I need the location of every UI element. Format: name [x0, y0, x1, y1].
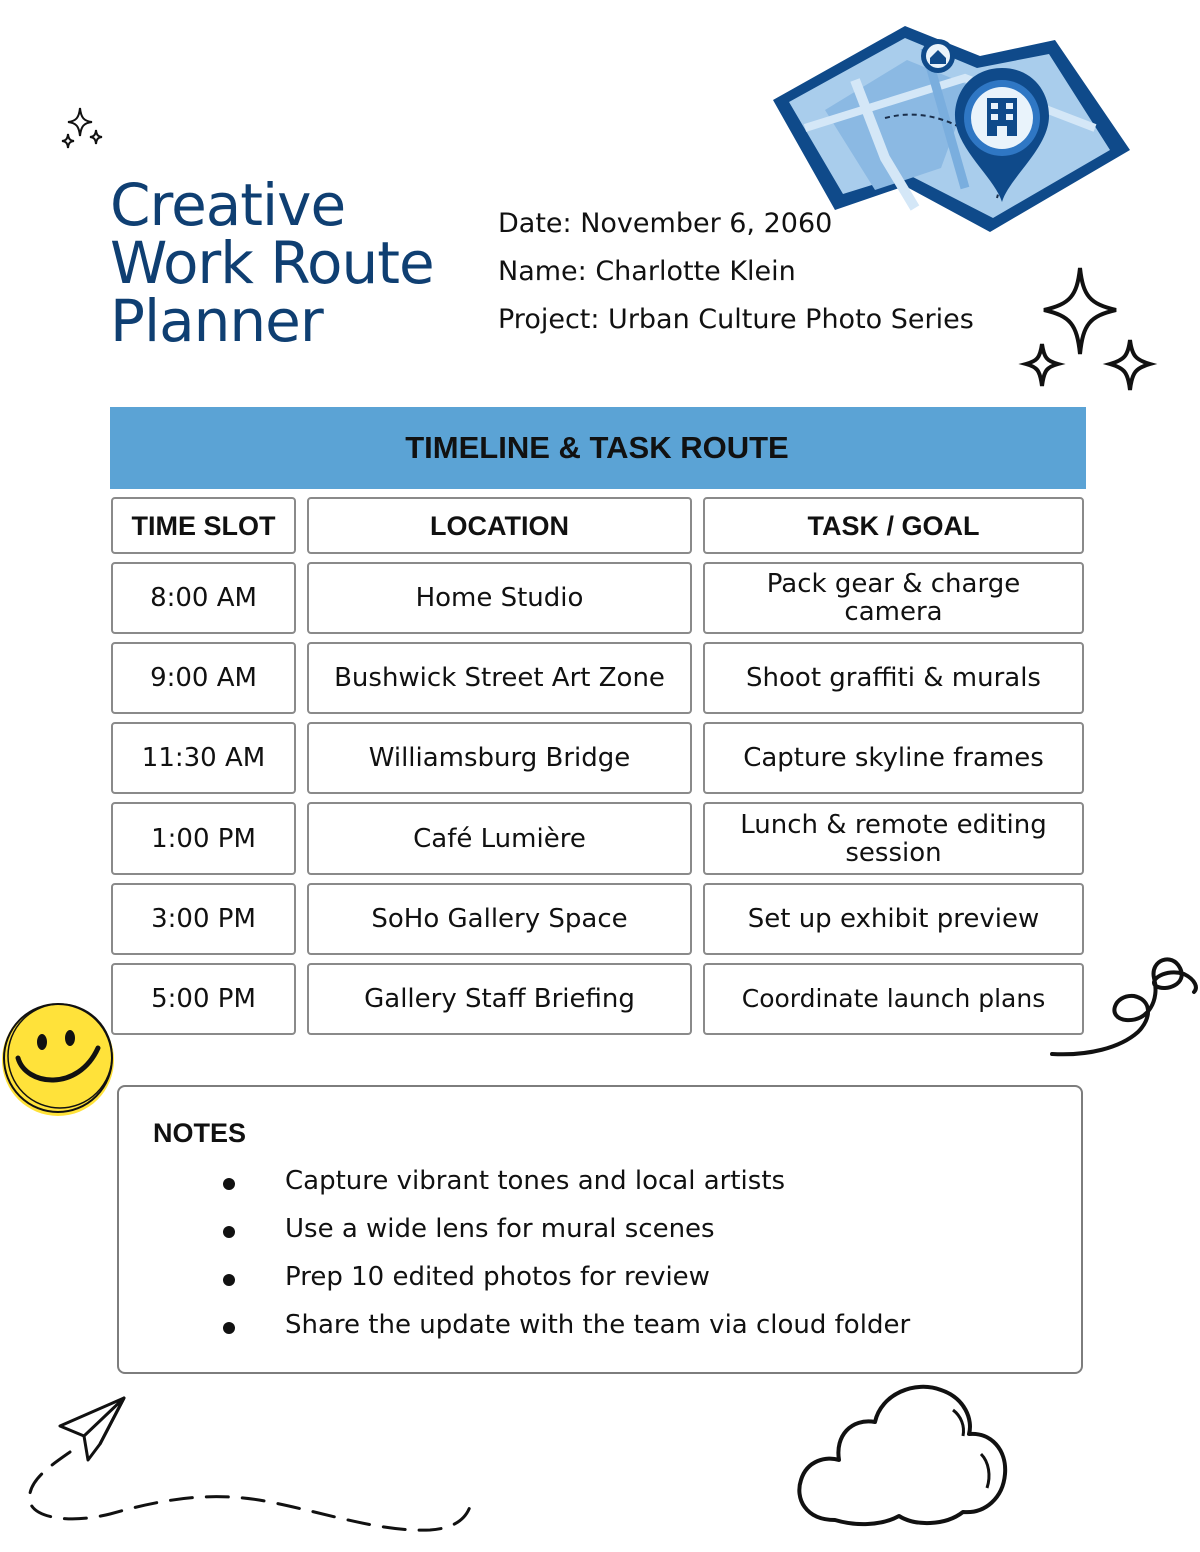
row-3-task: Capture skyline frames	[703, 722, 1084, 794]
row-2-task: Shoot graffiti & murals	[703, 642, 1084, 714]
column-header-task: TASK / GOAL	[703, 497, 1084, 554]
row-1-location: Home Studio	[307, 562, 692, 634]
notes-title: NOTES	[153, 1118, 247, 1148]
row-5-time: 3:00 PM	[111, 883, 296, 955]
row-6-time: 5:00 PM	[111, 963, 296, 1035]
note-item-text: Capture vibrant tones and local artists	[285, 1166, 786, 1196]
sparkle-large-icon	[1018, 262, 1158, 402]
row-6-task: Coordinate launch plans	[703, 963, 1084, 1035]
name-field: Name: Charlotte Klein	[498, 256, 796, 287]
paper-plane-icon	[20, 1392, 490, 1542]
bullet-icon	[223, 1178, 235, 1190]
row-5-location: SoHo Gallery Space	[307, 883, 692, 955]
date-field: Date: November 6, 2060	[498, 208, 833, 239]
row-1-task: Pack gear & charge camera	[703, 562, 1084, 634]
column-header-location: LOCATION	[307, 497, 692, 554]
row-4-task: Lunch & remote editing session	[703, 802, 1084, 875]
sparkle-small-icon	[58, 104, 110, 156]
row-6-location: Gallery Staff Briefing	[307, 963, 692, 1035]
note-item-text: Use a wide lens for mural scenes	[285, 1214, 715, 1244]
timeline-banner	[110, 407, 1086, 489]
row-1-time: 8:00 AM	[111, 562, 296, 634]
row-2-time: 9:00 AM	[111, 642, 296, 714]
row-3-location: Williamsburg Bridge	[307, 722, 692, 794]
title-line-3: Planner	[110, 287, 323, 355]
row-4-location: Café Lumière	[307, 802, 692, 875]
map-pin-illustration	[765, 18, 1137, 240]
note-item-text: Prep 10 edited photos for review	[285, 1262, 710, 1292]
bullet-icon	[223, 1226, 235, 1238]
note-item-text: Share the update with the team via cloud folder	[285, 1310, 911, 1340]
swirl-icon	[1048, 948, 1200, 1062]
row-5-task: Set up exhibit preview	[703, 883, 1084, 955]
project-field: Project: Urban Culture Photo Series	[498, 304, 974, 335]
column-header-time: TIME SLOT	[111, 497, 296, 554]
timeline-banner-label: TIMELINE & TASK ROUTE	[405, 430, 789, 465]
bullet-icon	[223, 1322, 235, 1334]
title-line-2: Work Route	[110, 229, 434, 297]
smiley-icon	[0, 1000, 120, 1120]
title-line-1: Creative	[110, 171, 346, 239]
row-2-location: Bushwick Street Art Zone	[307, 642, 692, 714]
row-3-time: 11:30 AM	[111, 722, 296, 794]
page-title	[110, 171, 490, 355]
bullet-icon	[223, 1274, 235, 1286]
cloud-icon	[795, 1380, 1013, 1528]
row-4-time: 1:00 PM	[111, 802, 296, 875]
